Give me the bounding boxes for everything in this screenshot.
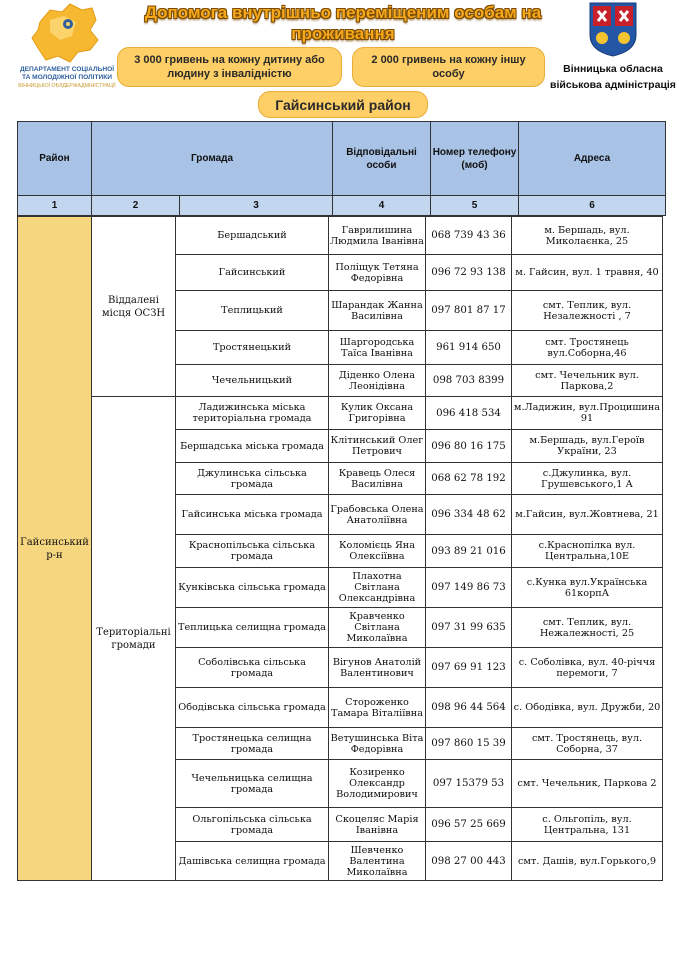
person-cell: Стороженко Тамара Віталіївна [329, 688, 426, 728]
hromada-cell: Теплицька селищна громада [176, 608, 329, 648]
group-remote-offices: Віддалені місця ОСЗН [92, 217, 176, 397]
phone-cell: 096 57 25 669 [426, 808, 512, 842]
phone-cell: 096 72 93 138 [426, 255, 512, 291]
person-cell: Кулик Оксана Григорівна [329, 397, 426, 430]
table-header [17, 121, 666, 216]
person-cell: Грабовська Олена Анатоліївна [329, 495, 426, 535]
hromada-cell: Тростянецька селищна громада [176, 728, 329, 760]
address-cell: с.Краснопілка вул. Центральна,10Е [512, 535, 663, 568]
person-cell: Вігунов Анатолій Валентинович [329, 648, 426, 688]
hromada-cell: Гайсинський [176, 255, 329, 291]
column-number: 5 [431, 196, 519, 216]
hromada-cell: Ободівська сільська громада [176, 688, 329, 728]
hromada-cell: Дашівська селищна громада [176, 842, 329, 881]
person-cell: Кравець Олеся Василівна [329, 463, 426, 495]
department-name: ДЕПАРТАМЕНТ СОЦІАЛЬНОЇ ТА МОЛОДІЖНОЇ ПОЛІТИКИ ВІННИЦЬКОЇ ОБЛДЕРЖАДМІНІСТРАЦІЇ [18, 66, 116, 89]
hromada-cell: Краснопільська сільська громада [176, 535, 329, 568]
address-cell: с.Кунка вул.Українська 61корпА [512, 568, 663, 608]
person-cell: Козиренко Олександр Володимирович [329, 760, 426, 808]
address-cell: смт. Дашів, вул.Горького,9 [512, 842, 663, 881]
phone-cell: 093 89 21 016 [426, 535, 512, 568]
column-header-person: Відповідальні особи [333, 122, 431, 196]
person-cell: Кравченко Світлана Миколаївна [329, 608, 426, 648]
person-cell: Діденко Олена Леонідівна [329, 365, 426, 397]
column-header-phone: Номер телефону (моб) [431, 122, 519, 196]
hromada-cell: Чечельницька селищна громада [176, 760, 329, 808]
phone-cell: 096 418 534 [426, 397, 512, 430]
address-cell: м.Ладижин, вул.Процишина 91 [512, 397, 663, 430]
person-cell: Скоцеляс Марія Іванівна [329, 808, 426, 842]
phone-cell: 097 149 86 73 [426, 568, 512, 608]
hromada-cell: Ладижинська міська територіальна громада [176, 397, 329, 430]
phone-cell: 096 80 16 175 [426, 430, 512, 463]
column-number: 6 [519, 196, 666, 216]
hromada-cell: Джулинська сільська громада [176, 463, 329, 495]
phone-cell: 098 96 44 564 [426, 688, 512, 728]
address-cell: смт. Теплик, вул. Незалежності , 7 [512, 291, 663, 331]
hromada-cell: Соболівська сільська громада [176, 648, 329, 688]
group-territorial-hromadas: Територіальні громади [92, 397, 176, 881]
phone-cell: 097 69 91 123 [426, 648, 512, 688]
department-logo-icon [30, 2, 100, 64]
column-number: 1 [18, 196, 92, 216]
address-cell: с. Соболівка, вул. 40-річчя перемоги, 7 [512, 648, 663, 688]
address-cell: смт. Чечельник, Паркова 2 [512, 760, 663, 808]
hromada-cell: Тростянецький [176, 331, 329, 365]
person-cell: Гаврилишина Людмила Іванівна [329, 217, 426, 255]
person-cell: Плахотна Світлана Олександрівна [329, 568, 426, 608]
phone-cell: 097 860 15 39 [426, 728, 512, 760]
person-cell: Коломієць Яна Олексіївна [329, 535, 426, 568]
phone-cell: 097 15379 53 [426, 760, 512, 808]
phone-cell: 097 801 87 17 [426, 291, 512, 331]
hromada-cell: Теплицький [176, 291, 329, 331]
district-title: Гайсинський район [258, 91, 428, 118]
phone-cell: 098 703 8399 [426, 365, 512, 397]
payment-other-badge: 2 000 гривень на кожну іншу особу [352, 47, 545, 87]
address-cell: смт. Тростянець вул.Соборна,46 [512, 331, 663, 365]
contacts-table [17, 216, 663, 881]
phone-cell: 097 31 99 635 [426, 608, 512, 648]
hromada-cell: Бершадська міська громада [176, 430, 329, 463]
phone-cell: 961 914 650 [426, 331, 512, 365]
administration-name: Вінницька обласна військова адміністрація [550, 63, 676, 91]
address-cell: м.Гайсин, вул.Жовтнева, 21 [512, 495, 663, 535]
raion-cell: Гайсинський р-н [18, 217, 92, 881]
phone-cell: 068 739 43 36 [426, 217, 512, 255]
phone-cell: 096 334 48 62 [426, 495, 512, 535]
column-header-address: Адреса [519, 122, 666, 196]
page-title: Допомога внутрішньо переміщеним особам на проживання [144, 3, 542, 43]
column-number: 4 [333, 196, 431, 216]
person-cell: Клітинський Олег Петрович [329, 430, 426, 463]
address-cell: с. Ободівка, вул. Дружби, 20 [512, 688, 663, 728]
column-number: 2 [92, 196, 180, 216]
address-cell: м.Бершадь, вул.Героїв України, 23 [512, 430, 663, 463]
phone-cell: 098 27 00 443 [426, 842, 512, 881]
person-cell: Шаргородська Таїса Іванівна [329, 331, 426, 365]
hromada-cell: Кунківська сільська громада [176, 568, 329, 608]
coat-of-arms-icon [588, 1, 638, 57]
column-header-hromada: Громада [92, 122, 333, 196]
hromada-cell: Ольгопільська сільська громада [176, 808, 329, 842]
address-cell: м. Гайсин, вул. 1 травня, 40 [512, 255, 663, 291]
person-cell: Ветушинська Віта Федорівна [329, 728, 426, 760]
address-cell: смт. Теплик, вул. Нежалежності, 25 [512, 608, 663, 648]
phone-cell: 068 62 78 192 [426, 463, 512, 495]
column-number: 3 [180, 196, 333, 216]
address-cell: с.Джулинка, вул. Грушевського,1 А [512, 463, 663, 495]
person-cell: Шарандак Жанна Василівна [329, 291, 426, 331]
hromada-cell: Гайсинська міська громада [176, 495, 329, 535]
address-cell: м. Бершадь, вул. Миколаєнка, 25 [512, 217, 663, 255]
address-cell: смт. Тростянець, вул. Соборна, 37 [512, 728, 663, 760]
hromada-cell: Бершадський [176, 217, 329, 255]
person-cell: Поліщук Тетяна Федорівна [329, 255, 426, 291]
address-cell: с. Ольгопіль, вул. Центральна, 131 [512, 808, 663, 842]
person-cell: Шевченко Валентина Миколаївна [329, 842, 426, 881]
column-header-raion: Район [18, 122, 92, 196]
payment-disabled-child-badge: 3 000 гривень на кожну дитину або людину з інвалідністю [117, 47, 342, 87]
hromada-cell: Чечельницький [176, 365, 329, 397]
address-cell: смт. Чечельник вул. Паркова,2 [512, 365, 663, 397]
